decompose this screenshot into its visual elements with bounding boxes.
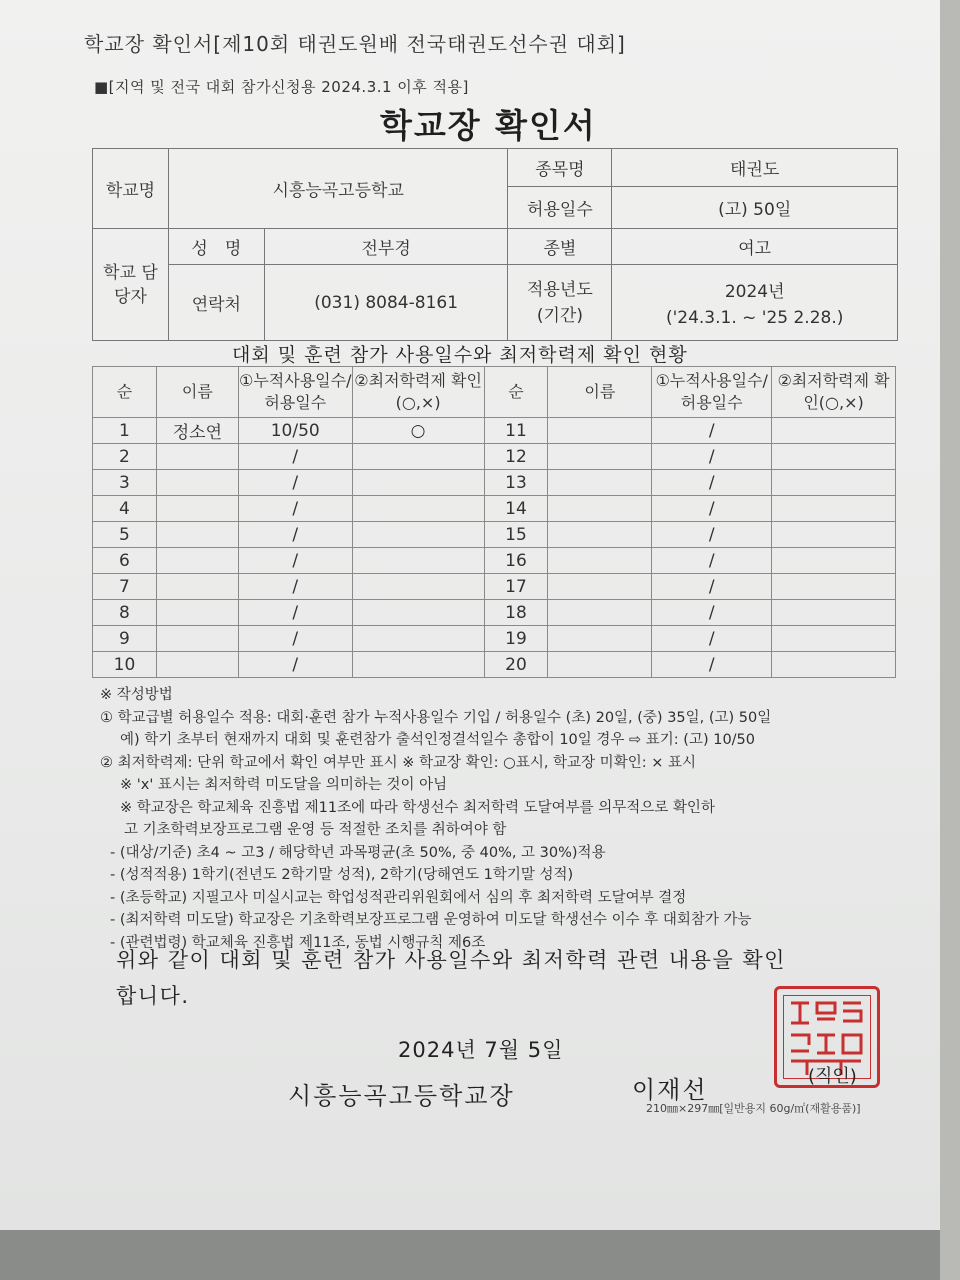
note-1-example: 예) 학기 초부터 현재까지 대회 및 훈련참가 출석인정결석일수 총합이 10일 경우 ⇨ 표기: (고) 10/50 (120, 732, 756, 748)
row-check-left (352, 496, 484, 522)
row-no-left: 6 (93, 548, 157, 574)
confirmation-line-2: 합니다. (116, 984, 190, 1008)
table-row (93, 548, 896, 574)
row-used-left: / (238, 444, 352, 470)
period-value: ('24.3.1. ~ '25 2.28.) (665, 308, 844, 328)
note-2: ② 최저학력제: 단위 학교에서 확인 여부만 표시 ※ 학교장 확인: ○표시, 학교장 미확인: × 표시 (100, 754, 696, 771)
row-no-left: 5 (93, 522, 157, 548)
category-value: 여고 (612, 229, 898, 265)
paper-spec: 210㎜×297㎜[일반용지 60g/㎡(재활용품)] (646, 1102, 861, 1115)
background-edge (940, 0, 960, 1280)
row-check-right (772, 548, 896, 574)
year-label: 적용년도 (기간) (508, 265, 612, 341)
row-no-right: 19 (484, 626, 548, 652)
row-name-left: 정소연 (156, 418, 238, 444)
row-name-right (548, 444, 652, 470)
detail-grades: - (성적적용) 1학기(전년도 2학기말 성적), 2학기(당해연도 1학기말 성적) (110, 867, 574, 883)
seal-mark-label: (직인) (808, 1066, 857, 1087)
row-name-right (548, 470, 652, 496)
row-no-right: 20 (484, 652, 548, 678)
instructions (100, 684, 900, 954)
row-used-right: / (652, 418, 772, 444)
manager-label: 학교 담당자 (93, 229, 169, 341)
row-used-right: / (652, 574, 772, 600)
allowed-days-label: 허용일수 (508, 187, 612, 229)
detail-target: - (대상/기준) 초4 ~ 고3 / 해당학년 과목평균(초 50%, 중 40%, 고 30%)적용 (110, 844, 606, 861)
row-name-left (156, 522, 238, 548)
table-row (93, 522, 896, 548)
row-no-left: 7 (93, 574, 157, 600)
allowed-days-value: (고) 50일 (612, 187, 898, 229)
row-no-right: 17 (484, 574, 548, 600)
row-no-left: 3 (93, 470, 157, 496)
contact-value: (031) 8084-8161 (264, 265, 508, 341)
col-name-right: 이름 (548, 367, 652, 418)
row-name-right (548, 652, 652, 678)
detail-underachieve: - (최저학력 미도달) 학교장은 기초학력보장프로그램 운영하여 미도달 학생선수 이수 후 대회참가 가능 (110, 912, 752, 928)
row-no-right: 18 (484, 600, 548, 626)
row-no-left: 2 (93, 444, 157, 470)
row-check-right (772, 522, 896, 548)
row-used-left: / (238, 626, 352, 652)
row-used-left: / (238, 522, 352, 548)
row-check-right (772, 652, 896, 678)
note-2-law: ※ 학교장은 학교체육 진흥법 제11조에 따라 학생선수 최저학력 도달여부를 의무적으로 확인하 (120, 799, 715, 816)
row-used-left: 10/50 (238, 418, 352, 444)
name-value: 전부경 (264, 229, 508, 265)
col-no-right: 순 (484, 367, 548, 418)
row-name-right (548, 626, 652, 652)
row-name-left (156, 652, 238, 678)
row-used-right: / (652, 600, 772, 626)
row-check-right (772, 626, 896, 652)
sport-value: 태권도 (612, 149, 898, 187)
confirmation-text (116, 942, 786, 1014)
row-check-left (352, 470, 484, 496)
school-name: 시흥능곡고등학교 (168, 149, 508, 229)
row-used-left: / (238, 548, 352, 574)
name-label: 성 명 (168, 229, 264, 265)
section-title: 대회 및 훈련 참가 사용일수와 최저학력제 확인 현황 (232, 344, 688, 366)
row-used-left: / (238, 470, 352, 496)
row-no-left: 9 (93, 626, 157, 652)
row-check-right (772, 418, 896, 444)
table-row (93, 652, 896, 678)
note-1: ① 학교급별 허용일수 적용: 대회·훈련 참가 누적사용일수 기입 / 허용일수 (초) 20일, (중) 35일, (고) 50일 (100, 709, 772, 726)
school-label: 학교명 (93, 149, 169, 229)
row-check-left (352, 574, 484, 600)
row-name-right (548, 600, 652, 626)
row-no-left: 10 (93, 652, 157, 678)
row-used-right: / (652, 522, 772, 548)
info-table (92, 148, 898, 341)
notes-heading: ※ 작성방법 (100, 687, 173, 703)
year-value: 2024년 (724, 282, 785, 302)
usage-table (92, 366, 896, 678)
row-used-left: / (238, 652, 352, 678)
row-used-right: / (652, 652, 772, 678)
row-used-left: / (238, 496, 352, 522)
category-label: 종별 (508, 229, 612, 265)
col-name-left: 이름 (156, 367, 238, 418)
col-no-left: 순 (93, 367, 157, 418)
usage-table-body (93, 418, 896, 678)
row-no-right: 16 (484, 548, 548, 574)
sport-label: 종목명 (508, 149, 612, 187)
row-check-right (772, 600, 896, 626)
table-row (93, 444, 896, 470)
row-check-left (352, 522, 484, 548)
confirmation-line-1: 위와 같이 대회 및 훈련 참가 사용일수와 최저학력 관련 내용을 확인 (116, 948, 786, 972)
row-check-left (352, 548, 484, 574)
row-used-right: / (652, 496, 772, 522)
row-check-right (772, 574, 896, 600)
row-name-left (156, 470, 238, 496)
row-used-right: / (652, 548, 772, 574)
row-no-right: 11 (484, 418, 548, 444)
row-check-left (352, 652, 484, 678)
row-check-left (352, 600, 484, 626)
row-no-right: 15 (484, 522, 548, 548)
row-name-left (156, 548, 238, 574)
row-name-left (156, 444, 238, 470)
row-used-right: / (652, 470, 772, 496)
document-title: 학교장 확인서 (380, 106, 597, 145)
row-no-left: 1 (93, 418, 157, 444)
row-no-right: 14 (484, 496, 548, 522)
table-row (93, 626, 896, 652)
document-header: 학교장 확인서[제10회 태권도원배 전국태권도선수권 대회] (84, 32, 626, 56)
row-name-right (548, 418, 652, 444)
row-name-right (548, 496, 652, 522)
document-subheader: ■[지역 및 전국 대회 참가신청용 2024.3.1 이후 적용] (94, 78, 469, 96)
year-cell (612, 265, 898, 341)
table-row (93, 418, 896, 444)
row-name-left (156, 600, 238, 626)
table-row (93, 600, 896, 626)
row-no-left: 8 (93, 600, 157, 626)
col-used-left: ①누적사용일수/허용일수 (238, 367, 352, 418)
row-used-right: / (652, 626, 772, 652)
row-used-left: / (238, 574, 352, 600)
row-name-right (548, 548, 652, 574)
row-no-right: 12 (484, 444, 548, 470)
row-check-left (352, 626, 484, 652)
row-no-left: 4 (93, 496, 157, 522)
signature-school: 시흥능곡고등학교장 (288, 1082, 515, 1110)
signature-principal: 이재선 (632, 1076, 708, 1104)
row-no-right: 13 (484, 470, 548, 496)
note-2-law-cont: 고 기초학력보장프로그램 운영 등 적절한 조치를 취하여야 함 (124, 822, 507, 838)
row-used-right: / (652, 444, 772, 470)
row-check-right (772, 470, 896, 496)
detail-law: - (관련법령) 학교체육 진흥법 제11조, 동법 시행규칙 제6조 (110, 934, 486, 951)
signature-date: 2024년 7월 5일 (398, 1038, 564, 1062)
col-check-left: ②최저학력제 확인(○,×) (352, 367, 484, 418)
table-row (93, 496, 896, 522)
col-used-right: ①누적사용일수/허용일수 (652, 367, 772, 418)
contact-label: 연락처 (168, 265, 264, 341)
col-check-right: ②최저학력제 확인(○,×) (772, 367, 896, 418)
row-check-right (772, 444, 896, 470)
row-name-right (548, 574, 652, 600)
table-row (93, 574, 896, 600)
row-check-left (352, 444, 484, 470)
row-name-left (156, 496, 238, 522)
row-check-left: ○ (352, 418, 484, 444)
note-2-remark: ※ 'x' 표시는 최저학력 미도달을 의미하는 것이 아님 (120, 777, 448, 793)
row-check-right (772, 496, 896, 522)
row-name-left (156, 574, 238, 600)
row-name-right (548, 522, 652, 548)
detail-elementary: - (초등학교) 지필고사 미실시교는 학업성적관리위원회에서 심의 후 최저학력 도달여부 결정 (110, 889, 687, 906)
table-row (93, 470, 896, 496)
row-name-left (156, 626, 238, 652)
row-used-left: / (238, 600, 352, 626)
